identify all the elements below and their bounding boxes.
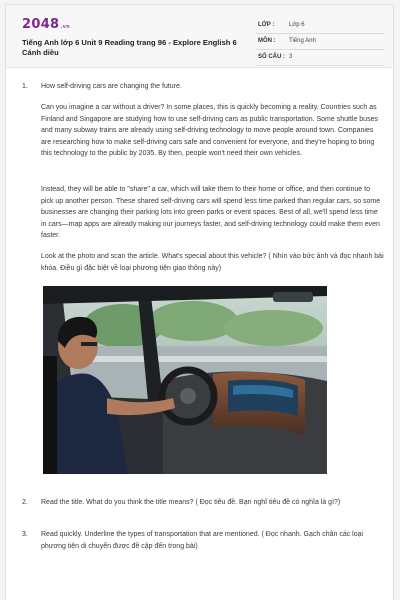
meta-value: Tiếng Anh	[289, 38, 316, 44]
document-title: Tiếng Anh lớp 6 Unit 9 Reading trang 96 - Explore English 6 Cánh diều	[22, 38, 237, 57]
meta-label: LỚP :	[258, 22, 275, 28]
meta-value: Lớp 6	[289, 22, 305, 28]
meta-row-subject	[256, 34, 384, 50]
meta-value: 3	[289, 54, 293, 60]
article-photo	[43, 286, 327, 474]
article-paragraph: Can you imagine a car without a driver? In some places, this is quickly becoming a reality. Countries such as Finland and Singapore are studying how to use self-driving cars as public transportation. Some shuttle buses and many subway trains are already using self-driving technology to move people around town. Companies are researching how to make self-driving cars safe and convenient for everyone, and they're hoping to bring this technology to the public by 2035. By then, people won't need their own vehicles.	[41, 104, 378, 158]
worksheet-header	[6, 5, 393, 68]
site-logo[interactable]	[22, 17, 70, 32]
worksheet-page	[5, 4, 394, 600]
meta-row-count	[256, 50, 384, 66]
question-prompt: Read the title. What do you think the title means? ( Đọc tiêu đề. Bạn nghĩ tiêu đề có nghĩa là gì?)	[41, 499, 341, 506]
logo-text: 2048	[22, 17, 60, 32]
article-paragraph: Instead, they will be able to "share" a car, which will take them to their home or office, and then continue to pick up another person. These shared self-driving cars will spend less time parked than regular cars, so some businesses are changing their parking lots into green parks or event spaces. Best of all, we'll spend less time in cars—map apps are already making our journeys faster, and self-driving technology could make them even faster.	[41, 186, 381, 240]
question-prompt: Read quickly. Underline the types of transportation that are mentioned. ( Đọc nhanh. Gạch chân các loại phương tiện di chuyển được đề cập đến trong bài)	[41, 531, 364, 550]
meta-row-class	[256, 18, 384, 34]
logo-suffix: .vn	[60, 24, 71, 30]
question-number: 1.	[22, 83, 28, 90]
question-number: 2.	[22, 499, 28, 506]
question-instruction: Look at the photo and scan the article. What's special about this vehicle? ( Nhìn vào bức ảnh và đọc nhanh bài khóa. Điều gì đặc biệt về loại phương tiện giao thông này)	[41, 253, 384, 272]
meta-table	[256, 18, 384, 66]
self-driving-vehicle-illustration	[43, 286, 327, 474]
meta-label: MÔN :	[258, 38, 276, 44]
question-number: 3.	[22, 531, 28, 538]
question-prompt: How self-driving cars are changing the future.	[41, 83, 182, 90]
meta-label: SỐ CÂU :	[258, 54, 285, 60]
